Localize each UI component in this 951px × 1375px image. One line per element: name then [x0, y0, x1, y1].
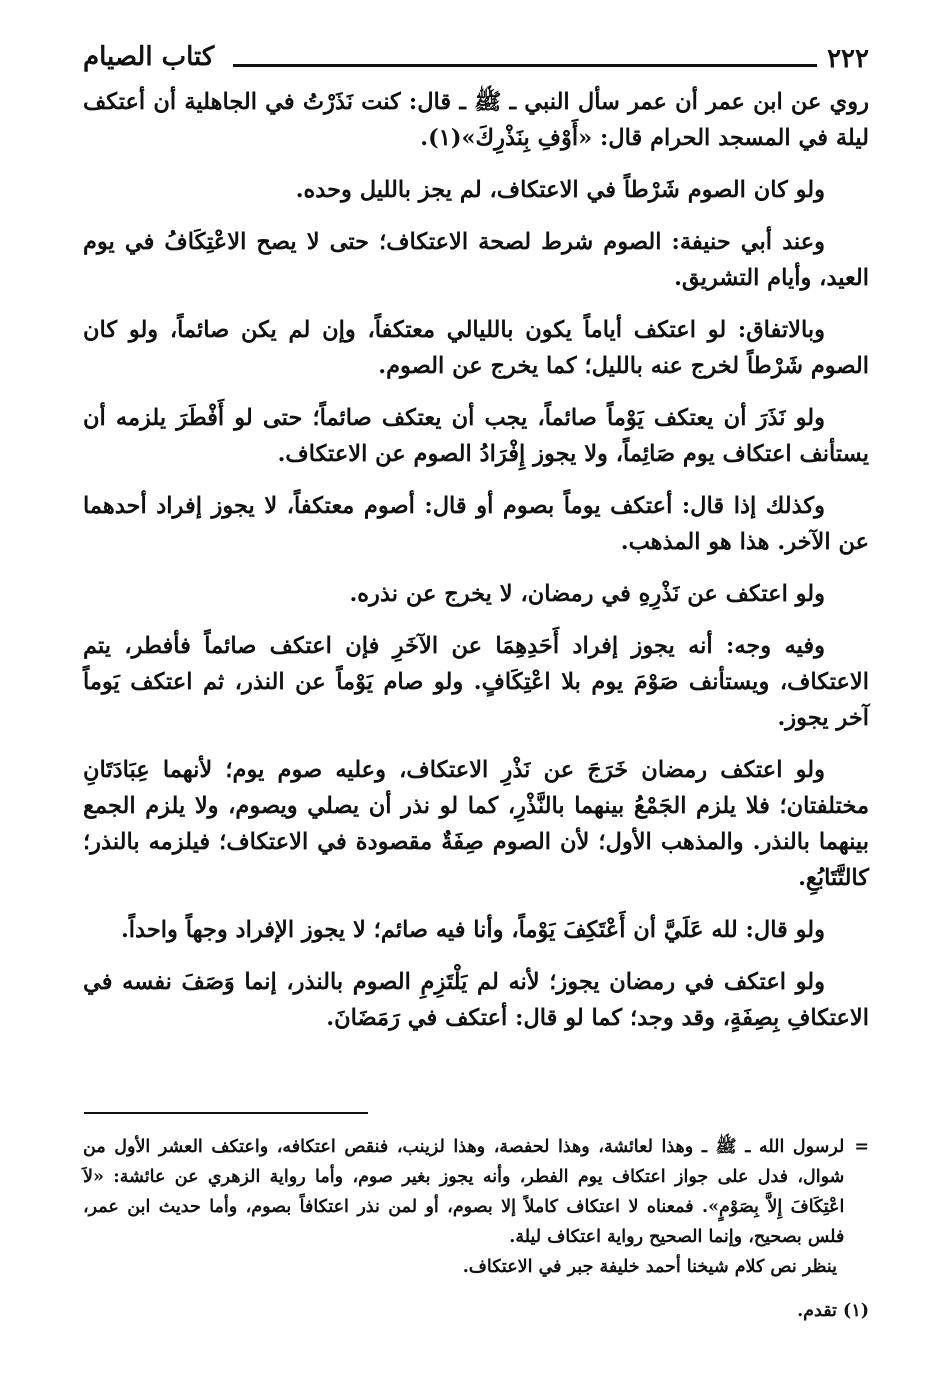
footnote-text: لرسول الله ـ ﷺ ـ وهذا لعائشة، وهذا لحفصة، وهذا لزينب، فنقص اعتكافه، واعتكف العشر الأول من شوال، فدل على جواز اعتكاف يوم الفطر، وأنه يجوز بغير صوم، وأما رواية الزهري عن عائشة: «لاَ اعْتِكَافَ إِلاَّ بِصَوْمٍ». فمعناه لا اعتكاف كاملاً إلا بصوم، أو لمن نذر اعتكافاً بصوم، وأما حديث ابن عمر، فلس بصحيح، وإنما الصحيح رواية اعتكاف ليلة. [83, 1137, 845, 1247]
paragraph: ولو اعتكف رمضان خَرَجَ عن نَذْرِ الاعتكاف، وعليه صوم يوم؛ لأنهما عِبَادَتَانِ مختلفتان؛ فلا يلزم الجَمْعُ بينهما بالنَّذْرِ، كما لو نذر أن يصلي ويصوم، ولا يلزم الجمع بينهما بالنذر. والمذهب الأول؛ لأن الصوم صِفَةٌ مقصودة في الاعتكاف؛ فيلزمه بالنذر؛ كالتَّتَابُعِ. [83, 757, 869, 891]
paragraph: وبالاتفاق: لو اعتكف أياماً يكون بالليالي معتكفاً، وإن لم يكن صائماً، ولو كان الصوم شَرْطاً لخرج عنه بالليل؛ كما يخرج عن الصوم. [83, 317, 869, 379]
paragraph: ولو اعتكف عن نَذْرِهِ في رمضان، لا يخرج عن نذره. [349, 581, 825, 607]
footnotes [83, 1132, 869, 1326]
continuation-mark: = [854, 1137, 869, 1157]
header-rule [233, 64, 817, 67]
page-header [83, 38, 869, 78]
paragraph: ولو نَذَرَ أن يعتكف يَوْماً صائماً، يجب أن يعتكف صائماً؛ حتى لو أَفْطَرَ يلزمه أن يستأنف اعتكاف يوم صَائِماً، ولا يجوز إِفْرَادُ الصوم عن الاعتكاف. [83, 405, 869, 467]
paragraph: روي عن ابن عمر أن عمر سأل النبي ـ ﷺ ـ قال: كنت نَذَرْتُ في الجاهلية أن أعتكف ليلة في المسجد الحرام قال: «أَوْفِ بِنَذْرِكَ»(١). [83, 89, 869, 151]
paragraph: ولو كان الصوم شَرْطاً في الاعتكاف، لم يجز بالليل وحده. [295, 177, 825, 203]
paragraph: ولو قال: لله عَلَيَّ أن أَعْتَكِفَ يَوْماً، وأنا فيه صائم؛ لا يجوز الإفراد وجهاً واحداً. [120, 917, 825, 943]
book-title: كتاب الصيام [83, 42, 215, 72]
page-number: ٢٢٢ [827, 44, 869, 74]
paragraph: وكذلك إذا قال: أعتكف يوماً بصوم أو قال: أصوم معتكفاً، لا يجوز إفراد أحدهما عن الآخر. هذا هو المذهب. [83, 493, 869, 555]
footnote-1: (١) تقدم. [797, 1301, 869, 1321]
footnote-note: ينظر نص كلام شيخنا أحمد خليفة جبر في الاعتكاف. [462, 1257, 837, 1277]
paragraph: وفيه وجه: أنه يجوز إفراد أَحَدِهِمَا عن الآخَرِ فإن اعتكف صائماً فأفطر، يتم الاعتكاف، ويستأنف صَوْمَ يوم بلا اعْتِكَافٍ. ولو صام يَوْماً عن النذر، ثم اعتكف يَوماً آخر يجوز. [83, 633, 869, 731]
main-text [83, 84, 869, 1052]
footnote-divider [84, 1112, 368, 1114]
paragraph: ولو اعتكف في رمضان يجوز؛ لأنه لم يَلْتَزِمِ الصوم بالنذر، إنما وَصَفَ نفسه في الاعتكافِ بِصِفَةٍ، وقد وجد؛ كما لو قال: أعتكف في رَمَضَانَ. [83, 969, 869, 1031]
footnote-continuation [83, 1132, 869, 1252]
paragraph: وعند أبي حنيفة: الصوم شرط لصحة الاعتكاف؛ حتى لا يصح الاعْتِكَافُ في يوم العيد، وأيام التشريق. [83, 229, 869, 291]
